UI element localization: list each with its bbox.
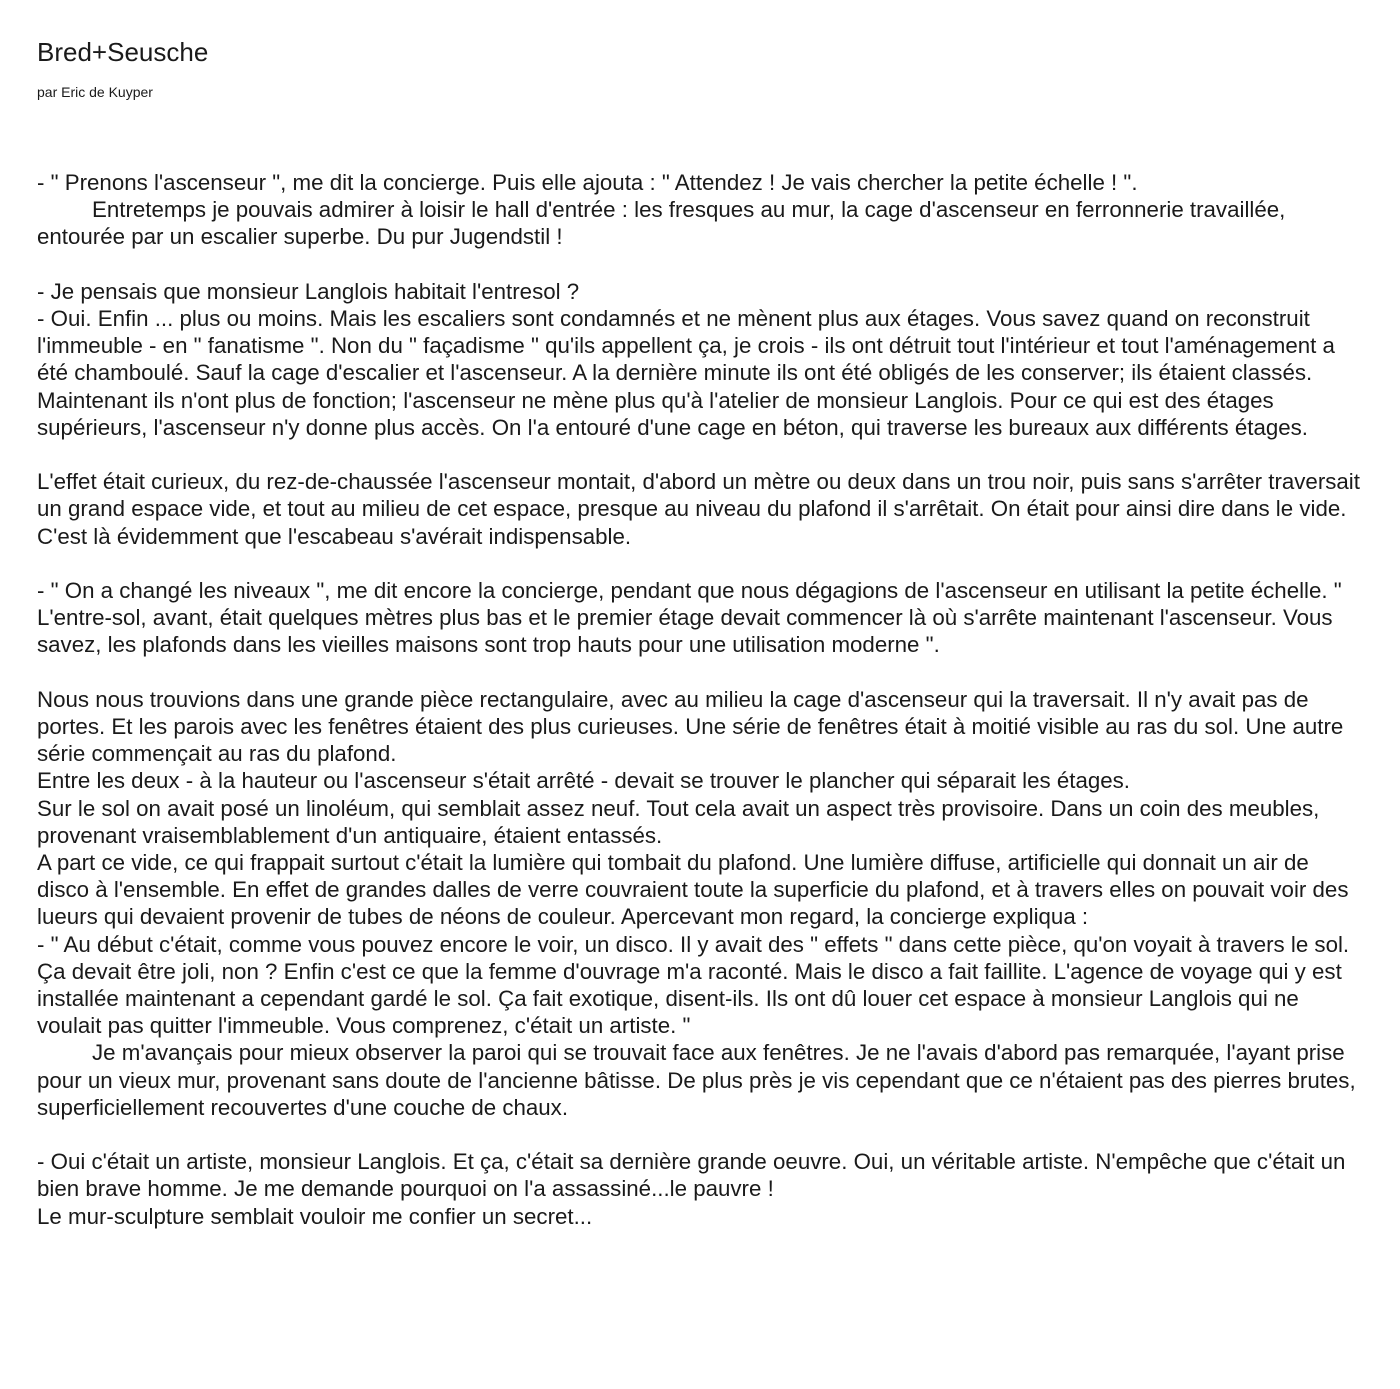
- paragraph: Nous nous trouvions dans une grande pièce rectangulaire, avec au milieu la cage d'ascenseur qui la traversait. Il n'y avait pas de portes. Et les parois avec les fenêtres étaient des plus curieuses. Une série de fenêtres était à moitié visible au ras du sol. Une autre série commençait au ras du plafond.: [37, 686, 1344, 767]
- paragraph: - Je pensais que monsieur Langlois habitait l'entresol ?: [37, 278, 580, 304]
- paragraph: Le mur-sculpture semblait vouloir me confier un secret...: [37, 1203, 593, 1229]
- paragraph-spacer: [37, 1121, 1367, 1148]
- paragraph: Entre les deux - à la hauteur ou l'ascenseur s'était arrêté - devait se trouver le plancher qui séparait les étages.: [37, 768, 1130, 794]
- document-title: Bred+Seusche: [37, 37, 209, 67]
- paragraph-spacer: [37, 550, 1367, 577]
- author-byline: par Eric de Kuyper: [37, 84, 153, 100]
- paragraph: - Oui c'était un artiste, monsieur Langlois. Et ça, c'était sa dernière grande oeuvre. Oui, un véritable artiste. N'empêche que c'était un bien brave homme. Je me demande pourquoi on l'a assassiné...le pauvre !: [37, 1149, 1346, 1202]
- paragraph-spacer: [37, 441, 1367, 468]
- paragraph: - Oui. Enfin ... plus ou moins. Mais les escaliers sont condamnés et ne mènent plus aux étages. Vous savez quand on reconstruit l'immeuble - en " fanatisme ". Non du " façadisme " qu'ils appellent ça, je crois - ils ont détruit tout l'intérieur et tout l'aménagement a été chamboulé. Sauf la cage d'escalier et l'ascenseur. A la dernière minute ils ont été obligés de les conserver; ils étaient classés. Maintenant ils n'ont plus de fonction; l'ascenseur ne mène plus qu'à l'atelier de monsieur Langlois. Pour ce qui est des étages supérieurs, l'ascenseur n'y donne plus accès. On l'a entouré d'une cage en béton, qui traverse les bureaux aux différents étages.: [37, 306, 1335, 440]
- paragraph: Sur le sol on avait posé un linoléum, qui semblait assez neuf. Tout cela avait un aspect très provisoire. Dans un coin des meubles, provenant vraisemblablement d'un antiquaire, étaient entassés.: [37, 795, 1320, 848]
- paragraph: Entretemps je pouvais admirer à loisir le hall d'entrée : les fresques au mur, la cage d'ascenseur en ferronnerie travaillée, entourée par un escalier superbe. Du pur Jugendstil !: [37, 197, 1286, 250]
- document-page: [37, 0, 1367, 1229]
- paragraph: A part ce vide, ce qui frappait surtout c'était la lumière qui tombait du plafond. Une lumière diffuse, artificielle qui donnait un air de disco à l'ensemble. En effet de grandes dalles de verre couvraient toute la superficie du plafond, et à travers elles on pouvait voir des lueurs qui devaient provenir de tubes de néons de couleur. Apercevant mon regard, la concierge expliqua :: [37, 850, 1349, 930]
- paragraph: Je m'avançais pour mieux observer la paroi qui se trouvait face aux fenêtres. Je ne l'avais d'abord pas remarquée, l'ayant prise pour un vieux mur, provenant sans doute de l'ancienne bâtisse. De plus près je vis cependant que ce n'étaient pas des pierres brutes, superficiellement recouvertes d'une couche de chaux.: [37, 1040, 1356, 1120]
- paragraph-spacer: [37, 251, 1367, 278]
- paragraph: - " Au début c'était, comme vous pouvez encore le voir, un disco. Il y avait des " effets " dans cette pièce, qu'on voyait à travers le sol. Ça devait être joli, non ? Enfin c'est ce que la femme d'ouvrage m'a raconté. Mais le disco a fait faillite. L'agence de voyage qui y est installée maintenant a cependant gardé le sol. Ça fait exotique, disent-ils. Ils ont dû louer cet espace à monsieur Langlois qui ne voulait pas quitter l'immeuble. Vous comprenez, c'était un artiste. ": [37, 931, 1350, 1039]
- paragraph: - " Prenons l'ascenseur ", me dit la concierge. Puis elle ajouta : " Attendez ! Je vais chercher la petite échelle ! ".: [37, 170, 1138, 195]
- paragraph: - " On a changé les niveaux ", me dit encore la concierge, pendant que nous dégagions de l'ascenseur en utilisant la petite échelle. " L'entre-sol, avant, était quelques mètres plus bas et le premier étage devait commencer là où s'arrête maintenant l'ascenseur. Vous savez, les plafonds dans les vieilles maisons sont trop hauts pour une utilisation moderne ".: [37, 578, 1342, 658]
- paragraph: L'effet était curieux, du rez-de-chaussée l'ascenseur montait, d'abord un mètre ou deux dans un trou noir, puis sans s'arrêter traversait un grand espace vide, et tout au milieu de cet espace, presque au niveau du plafond il s'arrêtait. On était pour ainsi dire dans le vide. C'est là évidemment que l'escabeau s'avérait indispensable.: [37, 469, 1360, 549]
- document-body: [37, 169, 1367, 1230]
- paragraph-spacer: [37, 659, 1367, 686]
